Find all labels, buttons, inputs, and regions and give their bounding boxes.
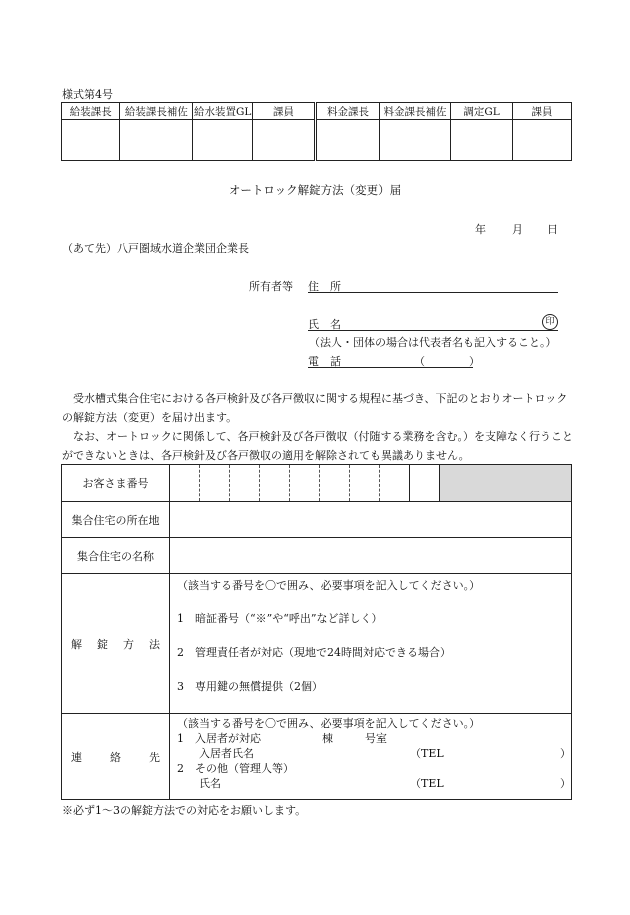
seal-mark: 印 [542, 314, 558, 330]
date-day: 日 [547, 223, 558, 236]
digit-box[interactable] [230, 465, 260, 501]
resident-name-label: 入居者氏名 [199, 747, 254, 760]
approval-header: 給水装置GL [193, 103, 253, 120]
digit-box[interactable] [170, 465, 200, 501]
manager-tel-label: （TEL [410, 777, 444, 790]
building-name-label: 集合住宅の名称 [62, 538, 170, 574]
name-line[interactable] [308, 330, 558, 331]
approval-header: 課員 [253, 103, 316, 120]
body-paragraph: 受水槽式集合住宅における各戸検針及び各戸徴収に関する規程に基づき、下記のとおりオートロックの解錠方法（変更）を届け出ます。 [62, 392, 568, 424]
footnote: ※必ず1～3の解錠方法での対応をお願いします。 [62, 804, 307, 817]
approval-stamp-table [61, 102, 572, 161]
document-title: オートロック解錠方法（変更）届 [228, 183, 402, 197]
date-year: 年 [475, 223, 486, 236]
stamp-box[interactable] [120, 120, 193, 161]
approval-header: 給装課長補佐 [120, 103, 193, 120]
addressee: （あて先）八戸圏域水道企業団企業長 [62, 242, 249, 255]
application-table [61, 464, 572, 800]
resident-tel-close: ） [560, 747, 571, 760]
contact-option-1[interactable]: 1 入居者が対応 [177, 732, 261, 745]
contact-field[interactable] [170, 714, 572, 800]
building-name-field[interactable] [170, 538, 572, 574]
contact-label [62, 714, 170, 800]
digit-box[interactable] [410, 465, 440, 501]
contact-option-2[interactable]: 2 その他（管理人等） [177, 762, 294, 775]
stamp-box[interactable] [62, 120, 120, 161]
address-line[interactable] [308, 292, 558, 293]
customer-number-field[interactable] [170, 465, 572, 502]
approval-header: 課員 [513, 103, 572, 120]
stamp-box[interactable] [513, 120, 572, 161]
stamp-box[interactable] [315, 120, 379, 161]
phone-label: 電 話 [308, 355, 341, 368]
date-month: 月 [512, 223, 523, 236]
digit-box[interactable] [290, 465, 320, 501]
unlock-option-2[interactable]: 2 管理責任者が対応（現地で24時間対応できる場合） [177, 646, 451, 659]
location-field[interactable] [170, 502, 572, 538]
digit-box[interactable] [200, 465, 230, 501]
contact-instruction: （該当する番号を〇で囲み、必要事項を記入してください。） [177, 717, 481, 730]
address-label: 住 所 [308, 280, 341, 293]
phone-paren: （ ） [414, 355, 480, 368]
phone-line[interactable] [308, 367, 473, 368]
contact-label-text: 連 絡 先 [71, 750, 160, 764]
body-paragraph: なお、オートロックに関係して、各戸検針及び各戸徴収（付随する業務を含む。）を支障なく行うことができないときは、各戸検針及び各戸徴収の適用を解除されても異議ありません。 [62, 430, 574, 462]
form-number: 様式第4号 [62, 88, 113, 101]
name-note: （法人・団体の場合は代表者名も記入すること。） [309, 336, 557, 349]
approval-header: 給装課長 [62, 103, 120, 120]
manager-name-label: 氏名 [199, 777, 221, 790]
unlock-method-label [62, 574, 170, 714]
stamp-box[interactable] [450, 120, 512, 161]
shaded-cell [440, 465, 571, 501]
unlock-method-label-text: 解 錠 方 法 [71, 637, 160, 651]
resident-tel-label: （TEL [410, 747, 444, 760]
approval-header: 料金課長 [315, 103, 379, 120]
stamp-box[interactable] [253, 120, 316, 161]
room-label: 号室 [365, 732, 387, 745]
approval-header: 料金課長補佐 [380, 103, 451, 120]
unlock-method-field[interactable] [170, 574, 572, 714]
digit-box[interactable] [380, 465, 410, 501]
unlock-instruction: （該当する番号を〇で囲み、必要事項を記入してください。） [177, 579, 481, 592]
stamp-box[interactable] [193, 120, 253, 161]
stamp-box[interactable] [380, 120, 451, 161]
digit-box[interactable] [320, 465, 350, 501]
digit-box[interactable] [350, 465, 380, 501]
digit-box[interactable] [260, 465, 290, 501]
unlock-option-1[interactable]: 1 暗証番号（“※”や“呼出”など詳しく） [177, 612, 383, 625]
location-label: 集合住宅の所在地 [62, 502, 170, 538]
name-label: 氏 名 [308, 318, 341, 331]
approval-header: 調定GL [450, 103, 512, 120]
owner-label: 所有者等 [249, 280, 293, 293]
manager-tel-close: ） [560, 777, 571, 790]
building-label: 棟 [322, 732, 333, 745]
customer-number-label: お客さま番号 [62, 465, 170, 502]
unlock-option-3[interactable]: 3 専用鍵の無償提供（2個） [177, 680, 323, 693]
